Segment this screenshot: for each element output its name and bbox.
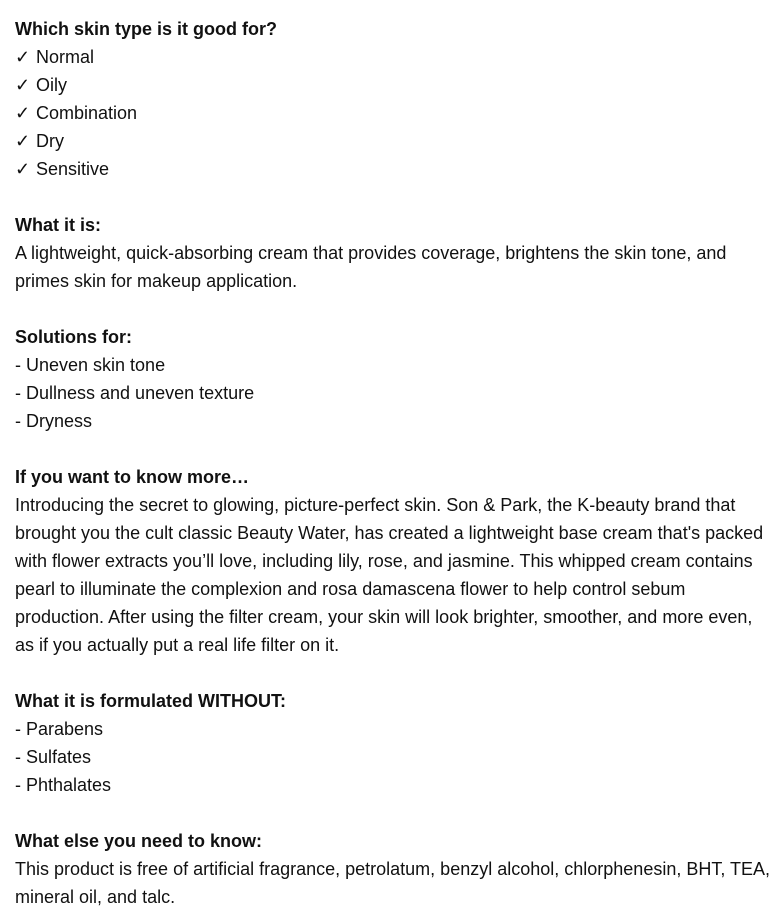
what-it-is-heading: What it is:	[15, 215, 101, 235]
skin-type-item	[15, 71, 773, 99]
what-it-is-text: A lightweight, quick-absorbing cream that provides coverage, brightens the skin tone, and primes skin for makeup application.	[15, 243, 727, 291]
skin-type-section	[15, 15, 773, 183]
skin-type-label: Normal	[36, 47, 95, 67]
formulated-without-item: - Phthalates	[15, 775, 112, 795]
skin-type-label: Dry	[36, 131, 64, 151]
checkmark-icon: ✓	[15, 103, 31, 123]
solutions-heading: Solutions for:	[15, 327, 132, 347]
know-more-text: Introducing the secret to glowing, picture-perfect skin. Son & Park, the K-beauty brand that brought you the cult classic Beauty Water, has created a lightweight base cream that's packed with flower extracts you’ll love, including lily, rose, and jasmine. This whipped cream contains pearl to illuminate the complexion and rosa damascena flower to help control sebum production. After using the filter cream, your skin will look brighter, smoother, and more even, as if you actually put a real life filter on it.	[15, 495, 764, 655]
know-more-heading: If you want to know more…	[15, 467, 250, 487]
skin-type-item	[15, 127, 773, 155]
skin-type-item	[15, 155, 773, 183]
formulated-without-item: - Sulfates	[15, 747, 92, 767]
need-to-know-section	[15, 827, 773, 911]
formulated-without-section	[15, 687, 773, 799]
solutions-item: - Dullness and uneven texture	[15, 383, 255, 403]
formulated-without-heading: What it is formulated WITHOUT:	[15, 691, 286, 711]
need-to-know-heading: What else you need to know:	[15, 831, 263, 851]
skin-type-item	[15, 99, 773, 127]
solutions-item: - Uneven skin tone	[15, 355, 166, 375]
checkmark-icon: ✓	[15, 75, 31, 95]
checkmark-icon: ✓	[15, 47, 31, 67]
need-to-know-text: This product is free of artificial fragrance, petrolatum, benzyl alcohol, chlorphenesin, BHT, TEA, mineral oil, and talc.	[15, 859, 771, 907]
solutions-item: - Dryness	[15, 411, 93, 431]
skin-type-label: Combination	[36, 103, 138, 123]
skin-type-item	[15, 43, 773, 71]
skin-type-label: Oily	[36, 75, 67, 95]
what-it-is-section	[15, 211, 773, 295]
checkmark-icon: ✓	[15, 159, 31, 179]
checkmark-icon: ✓	[15, 131, 31, 151]
know-more-section	[15, 463, 773, 659]
solutions-section	[15, 323, 773, 435]
formulated-without-item: - Parabens	[15, 719, 104, 739]
skin-type-label: Sensitive	[36, 159, 110, 179]
skin-type-heading: Which skin type is it good for?	[15, 19, 278, 39]
